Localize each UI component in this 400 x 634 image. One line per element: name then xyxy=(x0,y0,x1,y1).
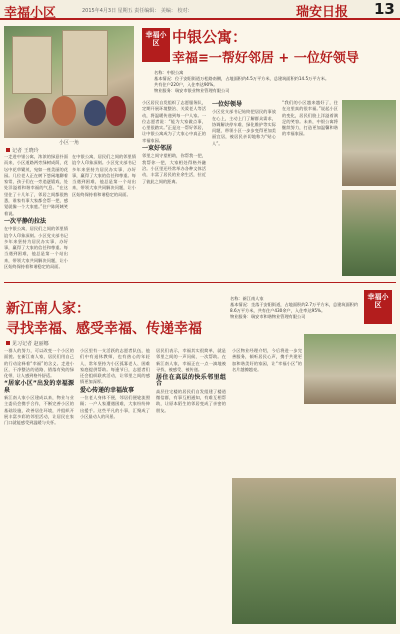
photo-caption: 小区一角 xyxy=(58,140,79,146)
article-xinjiangnan xyxy=(4,290,396,630)
byline-2: 见习记者 赵丽娜 xyxy=(6,340,49,347)
newspaper-name: 瑞安日报 xyxy=(296,5,349,20)
issue-meta: 2015年4月3日 星期五 责任编辑： 美编： 校对： xyxy=(82,8,193,14)
section-title: 幸福小区 xyxy=(4,6,57,21)
article-column-1b: 在中银公寓，居民们之间的邻里情谊令人印象深刻。小区党支部书记多年来坚持为居民办实事、办好事，赢得了大家的信任和尊重。每当遇到困难，他总是第一个站出来，带领大家共同解决问题，让小区始终保持着和谐稳定的局面。 xyxy=(72,154,136,197)
article2-column-4: 小区物业经理介绍，今后将进一步完善服务，倾听居民心声，携手共建更加和谐美好的家园，让“幸福小区”的名片越擦越亮。 xyxy=(232,348,302,372)
byline: 记者 王晓玲 xyxy=(6,147,39,154)
garden-photo xyxy=(342,190,396,276)
article2-column-2: 小区里有一支活跃的志愿者队伍，他们中有退休教师，也有热心的年轻人，常年坚持为小区孤寡老人、困难家庭提供帮助。每逢节日，志愿者们还会组织联欢活动，让邻里之间的感情更加深厚。 爱心传递的幸福故事 一位老人身体不便，邻居们便轮流照顾；一户人家遭遇困难，大家纷纷伸出援手。这些平凡的小事，汇聚成了小区最动人的风景。 xyxy=(80,348,150,419)
article-column-4: “我们的小区越来越好了，住在这里真的很幸福。”说起小区的变化，居民们脸上洋溢着满足的笑容。未来，中银公寓将继续努力，打造更加温馨和谐的幸福家园。 xyxy=(282,100,338,137)
community-info: 名称：中银公寓 基本情况：位于安阳街道万松路南侧，占地面积约4.5万平方米，总建筑面积约14.5万平方米。 共有住户220户，入住率达90%。 物业服务：瑞安市银业物业管理有限公司 xyxy=(154,70,330,93)
building-photo xyxy=(342,100,396,186)
subheadline-2: 寻找幸福、感受幸福、传递幸福 xyxy=(6,321,202,337)
community-photo xyxy=(4,26,134,138)
section-divider xyxy=(4,282,396,283)
community-aerial-photo xyxy=(232,478,396,624)
article-zhongyin xyxy=(4,26,396,276)
article2-column-1: 一群人的努力，可以改变一个小区的面貌。在新江南人家，居民们用自己的行动诠释着“幸福”的含义。走进小区，干净整洁的道路、错落有致的绿化带，让人感到格外舒适。 “居家小区”出发的幸福源泉 新江南人家小区建成以来，物业与业主委员会携手合作，不断完善小区的基础设施，改善居住环境，并组织开展丰富多彩的邻里活动，让居民在家门口就能感受到温暖与关怀。 xyxy=(4,348,74,426)
headline-2: 新江南人家： xyxy=(6,301,90,317)
article-column-3: 一位好领导 小区党支部书记始终把居民的事放在心上，主动上门了解群众需求，协调解决停车难、绿化维护等实际问题，带领小区一步步变得更加美丽宜居，被居民亲切地称为“贴心人”。 xyxy=(212,101,276,146)
page-number: 13 xyxy=(374,0,395,18)
page-header xyxy=(0,0,400,20)
article2-column-3: 居民们表示，幸福其实很简单，就是邻里之间的一声问候、一次帮助。在新江南人家，幸福正在一点一滴地被寻找、被感受、被传递。 居住在高层的快乐邻里组合 高层住宅楼的居民们自发组建了楼道微信群，有事互相通知，有难互相帮助，让原本陌生的邻居变成了亲密的朋友。 xyxy=(156,348,226,413)
residents-photo xyxy=(304,334,396,404)
article-column-2: 小区居民自发组织了志愿服务队，定期开展环境整治、关爱老人等活动，将温暖传递到每一户人家。一位志愿者说：“能为大家做点事，心里很踏实。”正是这一帮好邻居，让中银公寓成为了大家心中真正的幸福家园。 一束好邻居 邻里之间守望相助，你帮我一把，我帮你一把，大家相处得格外融洽。小区里还经常举办各种文体活动，丰富了居民的业余生活，拉近了彼此之间的距离。 xyxy=(142,100,206,184)
column-stamp: 幸福小区 xyxy=(142,28,170,62)
headline: 中银公寓： xyxy=(172,28,248,46)
article-column-1: 一走进中银公寓，浓浓的绿意扑面而来，小区道路两旁绿树成荫，花坛中花草繁茂，宛如一座美丽的花园。几位老人正在树下悠闲地聊着家常，孩子们在一旁追逐嬉戏，处处洋溢着和谐幸福的气息。“在这里住了十几年了，邻居之间都很熟悉，谁家有事大家都会帮一把，感觉就像一个大家庭。”住户陈阿姨笑着说。 一次平静的拉法 在中银公寓，居民们之间的邻里情谊令人印象深刻。小区党支部书记多年来坚持为居民办实事、办好事，赢得了大家的信任和尊重。每当遇到困难，他总是第一个站出来，带领大家共同解决问题，让小区始终保持着和谐稳定的局面。 xyxy=(4,154,68,270)
column-stamp-2: 幸福小区 xyxy=(364,290,392,324)
community-info-2: 名称：新江南人家 基本情况：坐落于安阳街道，占地面积约2.7万平方米，总建筑面积约8.6万平方米，共有住户430余户，入住率达95%。 物业服务：瑞安市和谐物业管理有限公司 xyxy=(230,296,359,319)
subheadline: 幸福≡一帮好邻居 + 一位好领导 xyxy=(172,51,359,66)
